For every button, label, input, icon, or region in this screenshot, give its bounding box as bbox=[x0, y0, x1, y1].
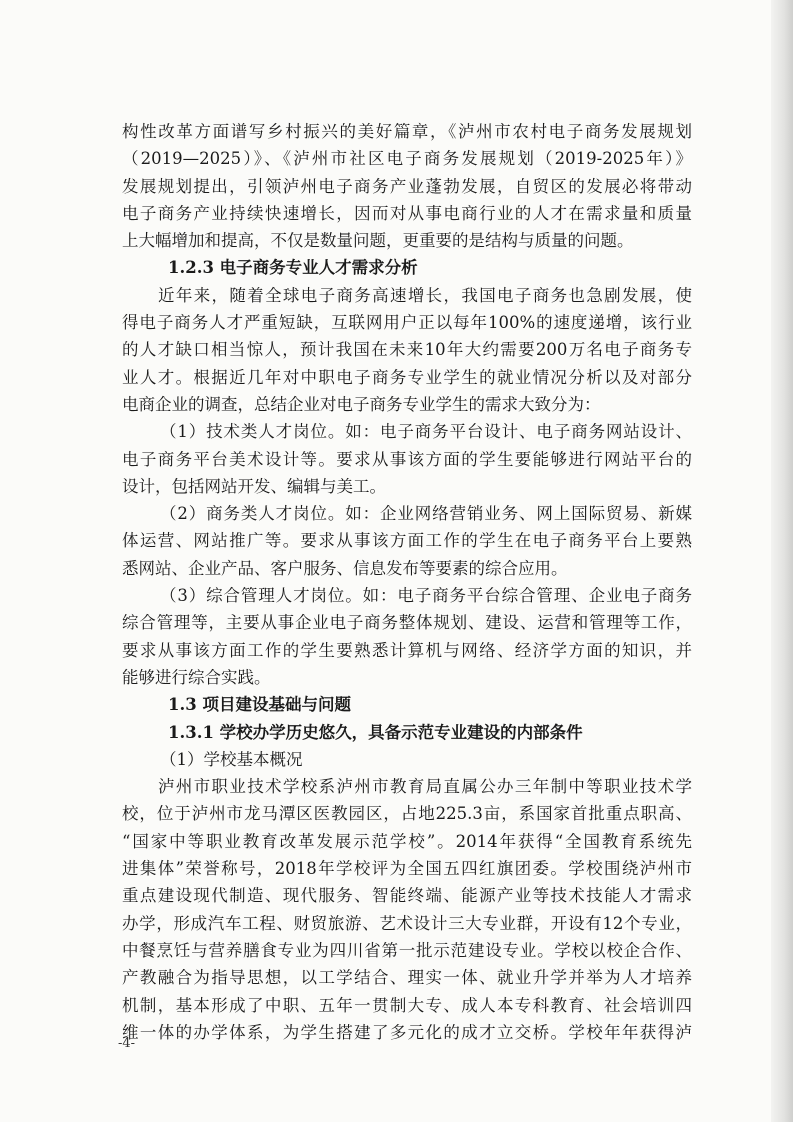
paragraph-line: 上大幅增加和提高，不仅是数量问题，更重要的是结构与质量的问题。 bbox=[122, 231, 634, 251]
paragraph-line: 发展规划提出，引领泸州电子商务产业蓬勃发展，自贸区的发展必将带动 bbox=[122, 176, 692, 196]
paragraph-line: （2）商务类人才岗位。如：企业网络营销业务、网上国际贸易、新媒 bbox=[160, 504, 692, 524]
paragraph-line: 体运营、网站推广等。要求从事该方面工作的学生在电子商务平台上要熟 bbox=[122, 531, 692, 551]
paragraph-line: 业人才。根据近几年对中职电子商务专业学生的就业情况分析以及对部分 bbox=[122, 367, 692, 387]
paragraph-line: 校，位于泸州市龙马潭区医教园区，占地225.3亩，系国家首批重点职高、 bbox=[122, 804, 692, 824]
paragraph-line: 电商企业的调查，总结企业对电子商务专业学生的需求大致分为： bbox=[122, 394, 601, 414]
paragraph-line: 电子商务平台美术设计等。要求从事该方面的学生要能够进行网站平台的 bbox=[122, 449, 692, 469]
document-body bbox=[122, 118, 692, 1046]
paragraph-line: 设计，包括网站开发、编辑与美工。 bbox=[122, 476, 386, 496]
section-heading: 1.3 项目建设基础与问题 bbox=[168, 695, 351, 715]
paragraph-line: 重点建设现代制造、现代服务、智能终端、能源产业等技术技能人才需求 bbox=[122, 886, 692, 906]
page-number: -4- bbox=[118, 1036, 136, 1051]
paragraph-line: 构性改革方面谱写乡村振兴的美好篇章，《泸州市农村电子商务发展规划 bbox=[122, 122, 692, 141]
paragraph-line: 泸州市职业技术学校系泸州市教育局直属公办三年制中等职业技术学 bbox=[158, 777, 692, 797]
paragraph-line: 悉网站、企业产品、客户服务、信息发布等要素的综合应用。 bbox=[122, 558, 568, 578]
paragraph-line: 电子商务产业持续快速增长，因而对从事电商行业的人才在需求量和质量 bbox=[122, 203, 692, 223]
paragraph-line: （1）学校基本概况 bbox=[160, 749, 303, 769]
paragraph-line: 近年来，随着全球电子商务高速增长，我国电子商务也急剧发展，使 bbox=[158, 285, 692, 305]
paragraph-line: （2019—2025）》、《泸州市社区电子商务发展规划（2019-2025年）》 bbox=[122, 149, 692, 169]
paragraph-line: “国家中等职业教育改革发展示范学校”。2014年获得“全国教育系统先 bbox=[122, 831, 692, 851]
subsection-heading: 1.3.1 学校办学历史悠久，具备示范专业建设的内部条件 bbox=[168, 722, 583, 742]
paragraph-line: 的人才缺口相当惊人，预计我国在未来10年大约需要200万名电子商务专 bbox=[122, 340, 692, 360]
paragraph-line: 产教融合为指导思想，以工学结合、理实一体、就业升学并举为人才培养 bbox=[122, 968, 692, 988]
paragraph-line: 能够进行综合实践。 bbox=[122, 667, 271, 687]
paragraph-line: 机制，基本形成了中职、五年一贯制大专、成人本专科教育、社会培训四 bbox=[122, 995, 692, 1015]
paragraph-line: 要求从事该方面工作的学生要熟悉计算机与网络、经济学方面的知识，并 bbox=[122, 640, 692, 660]
paragraph-line: 得电子商务人才严重短缺，互联网用户正以每年100%的速度递增，该行业 bbox=[122, 313, 692, 333]
paragraph-line: 维一体的办学体系，为学生搭建了多元化的成才立交桥。学校年年获得泸 bbox=[122, 1022, 692, 1042]
scan-shadow-edge bbox=[771, 0, 793, 1122]
paragraph-line: 办学，形成汽车工程、财贸旅游、艺术设计三大专业群，开设有12个专业， bbox=[122, 913, 692, 933]
paragraph-line: 中餐烹饪与营养膳食专业为四川省第一批示范建设专业。学校以校企合作、 bbox=[122, 940, 692, 960]
paragraph-line: （3）综合管理人才岗位。如：电子商务平台综合管理、企业电子商务 bbox=[160, 586, 692, 606]
paragraph-line: 综合管理等，主要从事企业电子商务整体规划、建设、运营和管理等工作， bbox=[122, 613, 692, 633]
paragraph-line: （1）技术类人才岗位。如：电子商务平台设计、电子商务网站设计、 bbox=[160, 422, 692, 442]
subsection-heading: 1.2.3 电子商务专业人才需求分析 bbox=[168, 258, 418, 278]
paragraph-line: 进集体”荣誉称号，2018年学校评为全国五四红旗团委。学校围绕泸州市 bbox=[122, 859, 692, 879]
